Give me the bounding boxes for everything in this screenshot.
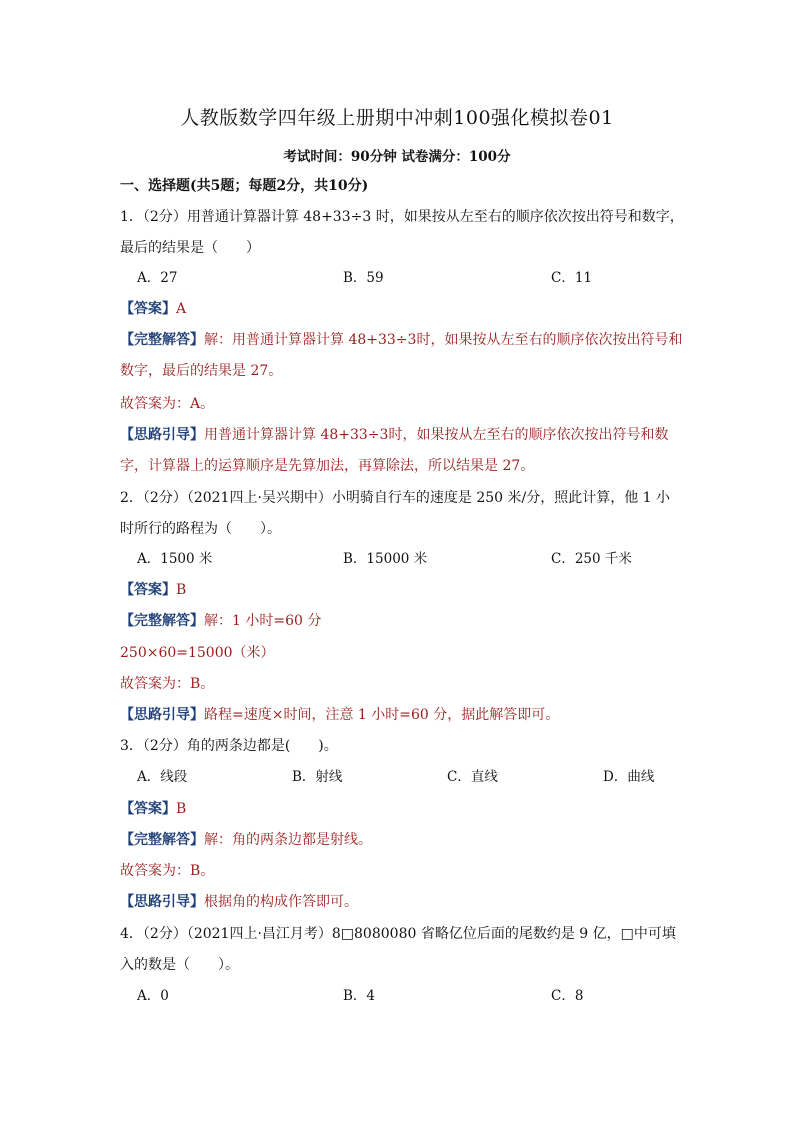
answer-tag: 【答案】 [120,301,176,317]
exam-info: 考试时间：90分钟 试卷满分：100分 [283,149,511,165]
q1-hint-line2: 字，计算器上的运算顺序是先算加法，再算除法，所以结果是 27。 [120,458,535,474]
q3-hint-text: 根据角的构成作答即可。 [204,894,358,910]
solution-tag: 【完整解答】 [120,332,204,348]
q1-option-b: B．59 [343,270,384,286]
q1-answer-value: A [176,301,187,317]
hint-tag: 【思路引导】 [120,707,204,723]
q2-solution-line1 [120,611,680,631]
page-title: 人教版数学四年级上册期中冲刺100强化模拟卷01 [180,107,614,129]
section-heading: 一、选择题(共5题；每题2分，共10分) [120,178,369,194]
q2-hint-line1 [120,705,680,725]
q1-solution-line1 [120,330,683,350]
q3-answer-value: B [176,801,187,817]
q1-option-a: A．27 [137,270,178,286]
q4-option-c: C．8 [551,988,584,1004]
q3-hint-line1 [120,892,680,912]
q2-final-answer: 故答案为：B。 [120,676,215,692]
hint-tag: 【思路引导】 [120,894,204,910]
q3-solution-line1 [120,830,680,850]
q1-final-answer: 故答案为：A。 [120,396,215,412]
q3-solution-prefix: 解： [204,832,232,848]
q1-solution-prefix: 解： [204,332,232,348]
q3-option-c: C．直线 [447,769,498,785]
q1-solution-line2: 数字，最后的结果是 27。 [120,363,283,379]
q4-option-a: A．0 [137,988,169,1004]
q3-solution-text: 角的两条边都是射线。 [232,832,372,848]
q4-stem-line2: 入的数是（ ）。 [120,957,239,973]
q4-stem-line1: 4．（2分）（2021四上·昌江月考）8□8080080 省略亿位后面的尾数约是 9 亿，□中可填 [120,926,676,942]
solution-tag: 【完整解答】 [120,832,204,848]
q1-hint-text: 用普通计算器计算 48+33÷3时，如果按从左至右的顺序依次按出符号和数 [204,427,669,443]
q3-option-b: B．射线 [292,769,343,785]
q2-solution-text: 1 小时=60 分 [232,613,322,629]
answer-tag: 【答案】 [120,582,176,598]
q3-option-d: D．曲线 [603,769,655,785]
hint-tag: 【思路引导】 [120,427,204,443]
q2-solution-prefix: 解： [204,613,232,629]
answer-tag: 【答案】 [120,801,176,817]
q3-final-answer: 故答案为：B。 [120,863,215,879]
q1-option-c: C．11 [551,270,593,286]
q2-option-a: A．1500 米 [137,551,213,567]
q1-stem-line2: 最后的结果是（ ） [120,240,260,256]
q3-stem: 3．（2分）角的两条边都是( )。 [120,738,338,754]
q2-hint-text: 路程=速度×时间，注意 1 小时=60 分，据此解答即可。 [204,707,560,723]
q1-answer [120,299,680,319]
q2-stem-line1: 2．（2分）（2021四上·吴兴期中）小明骑自行车的速度是 250 米/分，照此计算，他 1 小 [120,490,671,506]
q1-stem-line1: 1．（2分）用普通计算器计算 48+33÷3 时，如果按从左至右的顺序依次按出符号和数字， [120,209,684,225]
q2-option-c: C．250 千米 [551,551,632,567]
q2-stem-line2: 时所行的路程为（ ）。 [120,521,281,537]
solution-tag: 【完整解答】 [120,613,204,629]
q3-option-a: A．线段 [137,769,188,785]
q2-solution-line2: 250×60=15000（米） [120,645,275,661]
q1-solution-text: 用普通计算器计算 48+33÷3时，如果按从左至右的顺序依次按出符号和 [232,332,683,348]
q2-answer [120,580,680,600]
q1-hint-line1 [120,425,680,445]
q2-answer-value: B [176,582,187,598]
q4-option-b: B．4 [343,988,376,1004]
q3-answer [120,799,680,819]
q2-option-b: B．15000 米 [343,551,428,567]
